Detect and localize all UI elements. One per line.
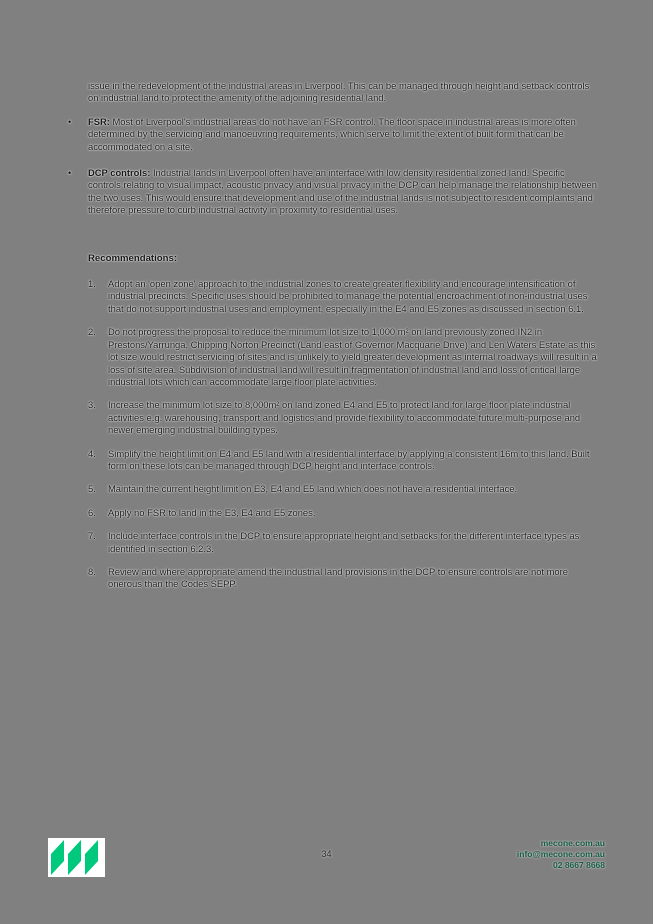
recommendation-item xyxy=(88,448,600,473)
contact-website: mecone.com.au xyxy=(540,838,605,848)
bullet-dcp-lead: DCP controls: xyxy=(88,167,151,179)
recommendation-text: Include interface controls in the DCP to ensure appropriate height and setbacks for the different interface types as identified in section 6.2.3. xyxy=(108,530,580,554)
recommendation-number: 1. xyxy=(88,278,96,290)
recommendation-number: 5. xyxy=(88,483,96,495)
bullet-icon: • xyxy=(68,115,72,127)
contact-phone: 02 8667 8668 xyxy=(553,859,605,870)
recommendation-text: Maintain the current height limit on E3, E4 and E5 land which does not have a residential interface. xyxy=(108,483,518,495)
recommendations-heading: Recommendations: xyxy=(88,252,178,264)
recommendation-number: 7. xyxy=(88,530,96,542)
recommendation-number: 3. xyxy=(88,399,96,411)
recommendation-item xyxy=(88,566,600,591)
page-number: 34 xyxy=(321,849,332,859)
bullet-dcp-controls xyxy=(68,167,600,217)
recommendation-number: 4. xyxy=(88,447,96,459)
recommendation-item xyxy=(88,399,600,436)
bullet-fsr xyxy=(68,115,600,153)
recommendation-item xyxy=(88,507,600,519)
recommendation-text: Simplify the height limit on E4 and E5 land with a residential interface by applying a consistent 16m to this land. Built form on these lots can be managed through DCP height and interface controls. xyxy=(108,447,590,471)
recommendation-item xyxy=(88,483,600,495)
recommendation-number: 8. xyxy=(88,565,96,577)
page-content xyxy=(68,80,600,602)
bullet-dcp-text: Industrial lands in Liverpool often have an interface with low density residential zoned land. Specific controls relating to visual impact, acoustic privacy and visual privacy in the DCP can help manage the relationship between the two uses. This would ensure that development and use of the industrial lands is not subject to resident complaints and therefore pressure to curb industrial activity in proximity to residential uses. xyxy=(88,167,597,216)
recommendation-item xyxy=(88,278,600,315)
recommendation-text: Apply no FSR to land in the E3, E4 and E5 zones. xyxy=(108,506,316,518)
recommendation-number: 2. xyxy=(88,326,96,338)
bullet-icon: • xyxy=(68,167,72,179)
recommendation-text: Do not progress the proposal to reduce the minimum lot size to 1,000 m² on land previously zoned IN2 in Prestons/Yarrunga, Chipping Norton Precinct (Land east of Governor Macquarie Drive) and Len Waters Estate as this lot size would restrict servicing of sites and is unlikely to yield greater development as internal roadways will result in a loss of site area. Subdivision of industrial land will result in fragmentation of industrial land and loss of critical large industrial lots which can accommodate large floor plate activities. xyxy=(108,326,597,387)
recommendation-number: 6. xyxy=(88,506,96,518)
bullet-fsr-lead: FSR: xyxy=(88,115,110,127)
contact-block xyxy=(517,838,605,870)
intro-paragraph: issue in the redevelopment of the industrial areas in Liverpool. This can be managed through height and setback controls on industrial land to protect the amenity of the adjoining residential land. xyxy=(88,80,590,104)
recommendation-item xyxy=(88,326,600,388)
contact-email: info@mecone.com.au xyxy=(516,848,605,859)
recommendation-text: Review and where appropriate amend the industrial land provisions in the DCP to ensure controls are not more onerous than the Codes SEPP. xyxy=(108,565,568,590)
bullet-fsr-text: Most of Liverpool's industrial areas do not have an FSR control. The floor space in industrial areas is more often determined by the servicing and manoeuvring requirements, which serve to limit the extent of built form that can be accommodated on a site. xyxy=(88,115,576,152)
recommendation-text: Adopt an 'open zone' approach to the industrial zones to create greater flexibility and encourage intensification of industrial precincts. Specific uses should be prohibited to manage the potential encroachment of non-industrial uses that do not support industrial uses and employment, especially in the E4 and E5 zones as discussed in section 6.1. xyxy=(108,278,588,314)
page-footer xyxy=(0,836,653,896)
recommendation-item xyxy=(88,530,600,555)
recommendation-text: Increase the minimum lot size to 8,000m² on land zoned E4 and E5 to protect land for large floor plate industrial activities e.g. warehousing, transport and logistics and provide flexibility to accommodate future multi-purpose and newer emerging industrial building types. xyxy=(108,399,581,436)
